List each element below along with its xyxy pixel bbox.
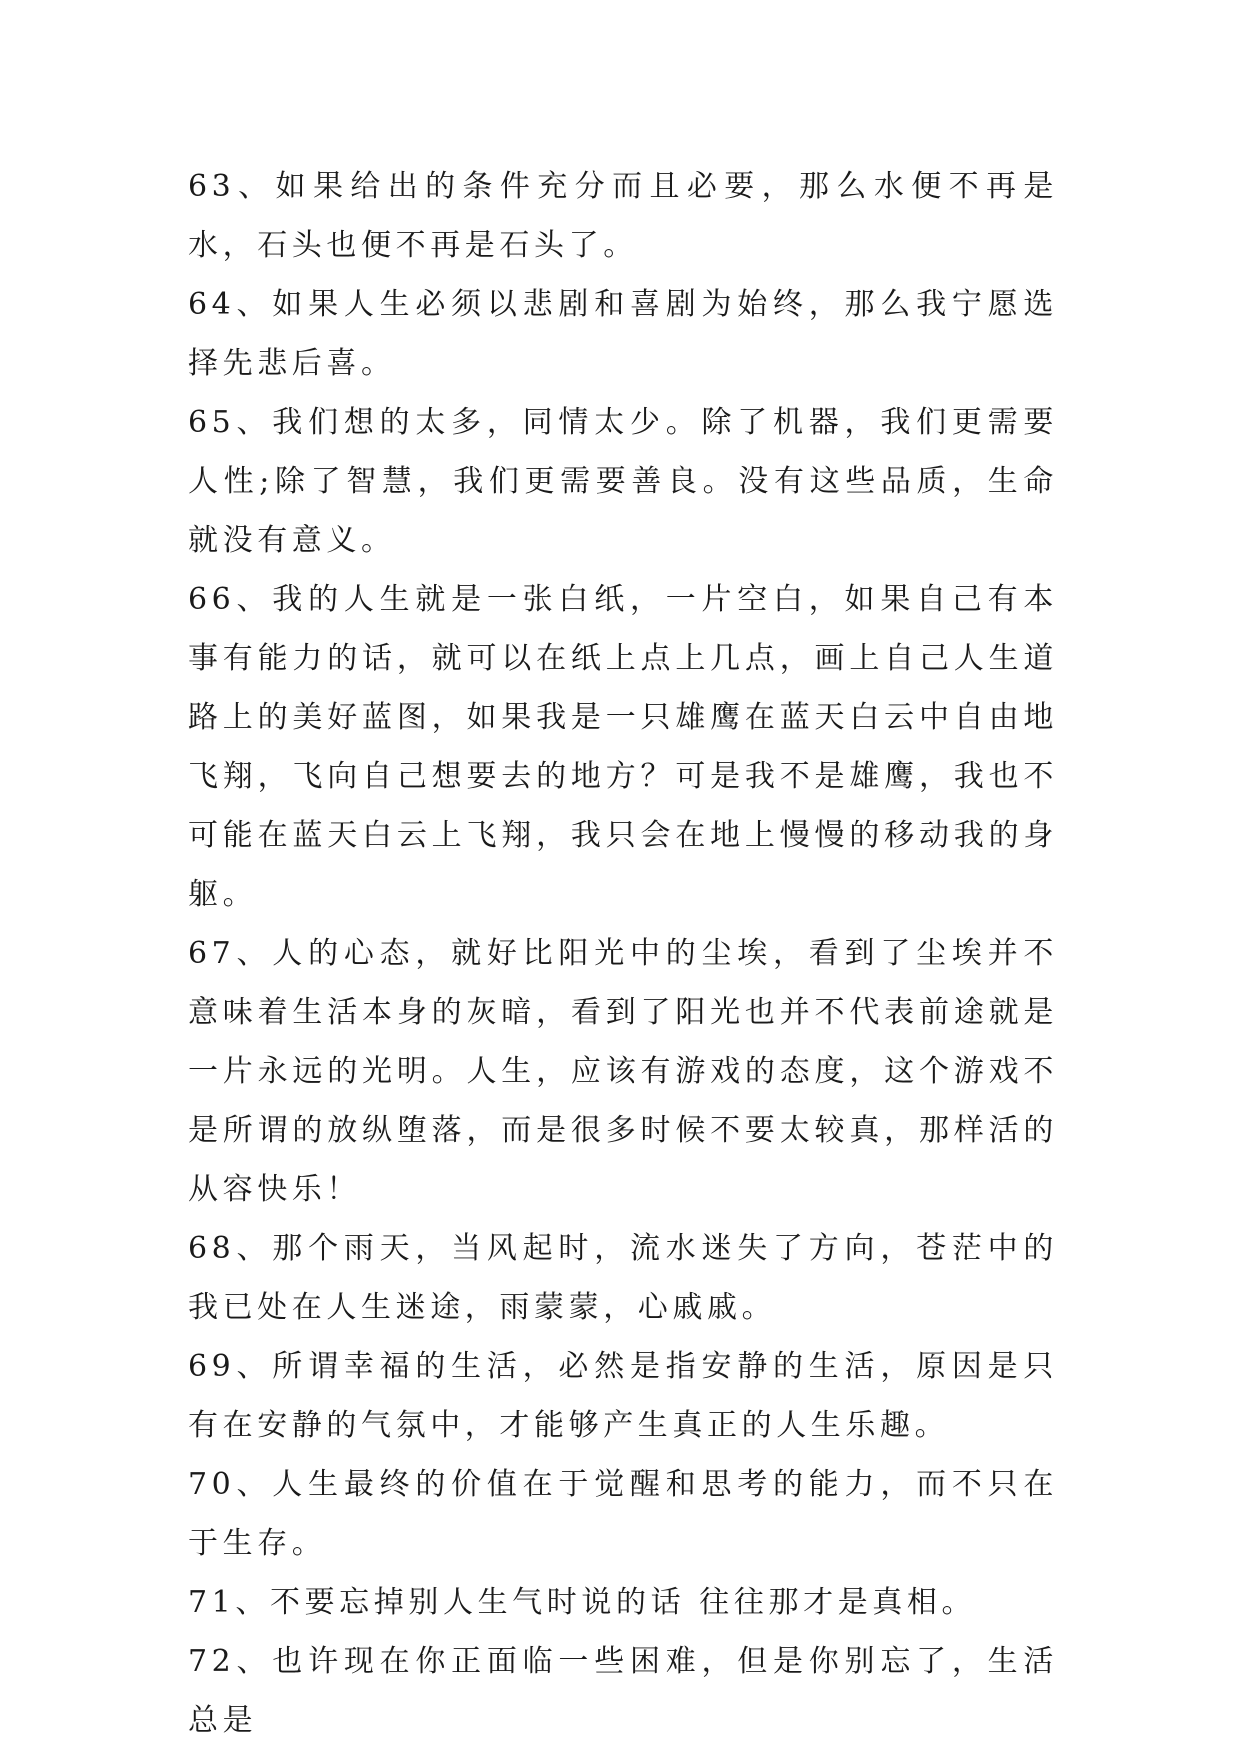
paragraph-65: 65、我们想的太多，同情太少。除了机器，我们更需要人性;除了智慧，我们更需要善良。没有这些品质，生命就没有意义。 [188,405,1058,558]
paragraph-69: 69、所谓幸福的生活，必然是指安静的生活，原因是只有在安静的气氛中，才能够产生真正的人生乐趣。 [188,1349,1058,1443]
paragraph-68: 68、那个雨天，当风起时，流水迷失了方向，苍茫中的我已处在人生迷途，雨蒙蒙，心戚戚。 [188,1231,1058,1325]
paragraph-64: 64、如果人生必须以悲剧和喜剧为始终，那么我宁愿选择先悲后喜。 [188,287,1058,381]
paragraph-63: 63、如果给出的条件充分而且必要，那么水便不再是水，石头也便不再是石头了。 [188,169,1058,263]
paragraph-67: 67、人的心态，就好比阳光中的尘埃，看到了尘埃并不意味着生活本身的灰暗，看到了阳光也并不代表前途就是一片永远的光明。人生，应该有游戏的态度，这个游戏不是所谓的放纵堕落，而是很多时候不要太较真，那样活的从容快乐！ [188,936,1058,1207]
paragraph-66: 66、我的人生就是一张白纸，一片空白，如果自己有本事有能力的话，就可以在纸上点上几点，画上自己人生道路上的美好蓝图，如果我是一只雄鹰在蓝天白云中自由地飞翔，飞向自己想要去的地方？可是我不是雄鹰，我也不可能在蓝天白云上飞翔，我只会在地上慢慢的移动我的身躯。 [188,582,1058,912]
paragraph-72: 72、也许现在你正面临一些困难，但是你别忘了，生活总是 [188,1644,1058,1738]
document-body [188,157,1058,1750]
paragraph-70: 70、人生最终的价值在于觉醒和思考的能力，而不只在于生存。 [188,1467,1058,1561]
paragraph-71: 71、不要忘掉别人生气时说的话 往往那才是真相。 [188,1585,977,1620]
